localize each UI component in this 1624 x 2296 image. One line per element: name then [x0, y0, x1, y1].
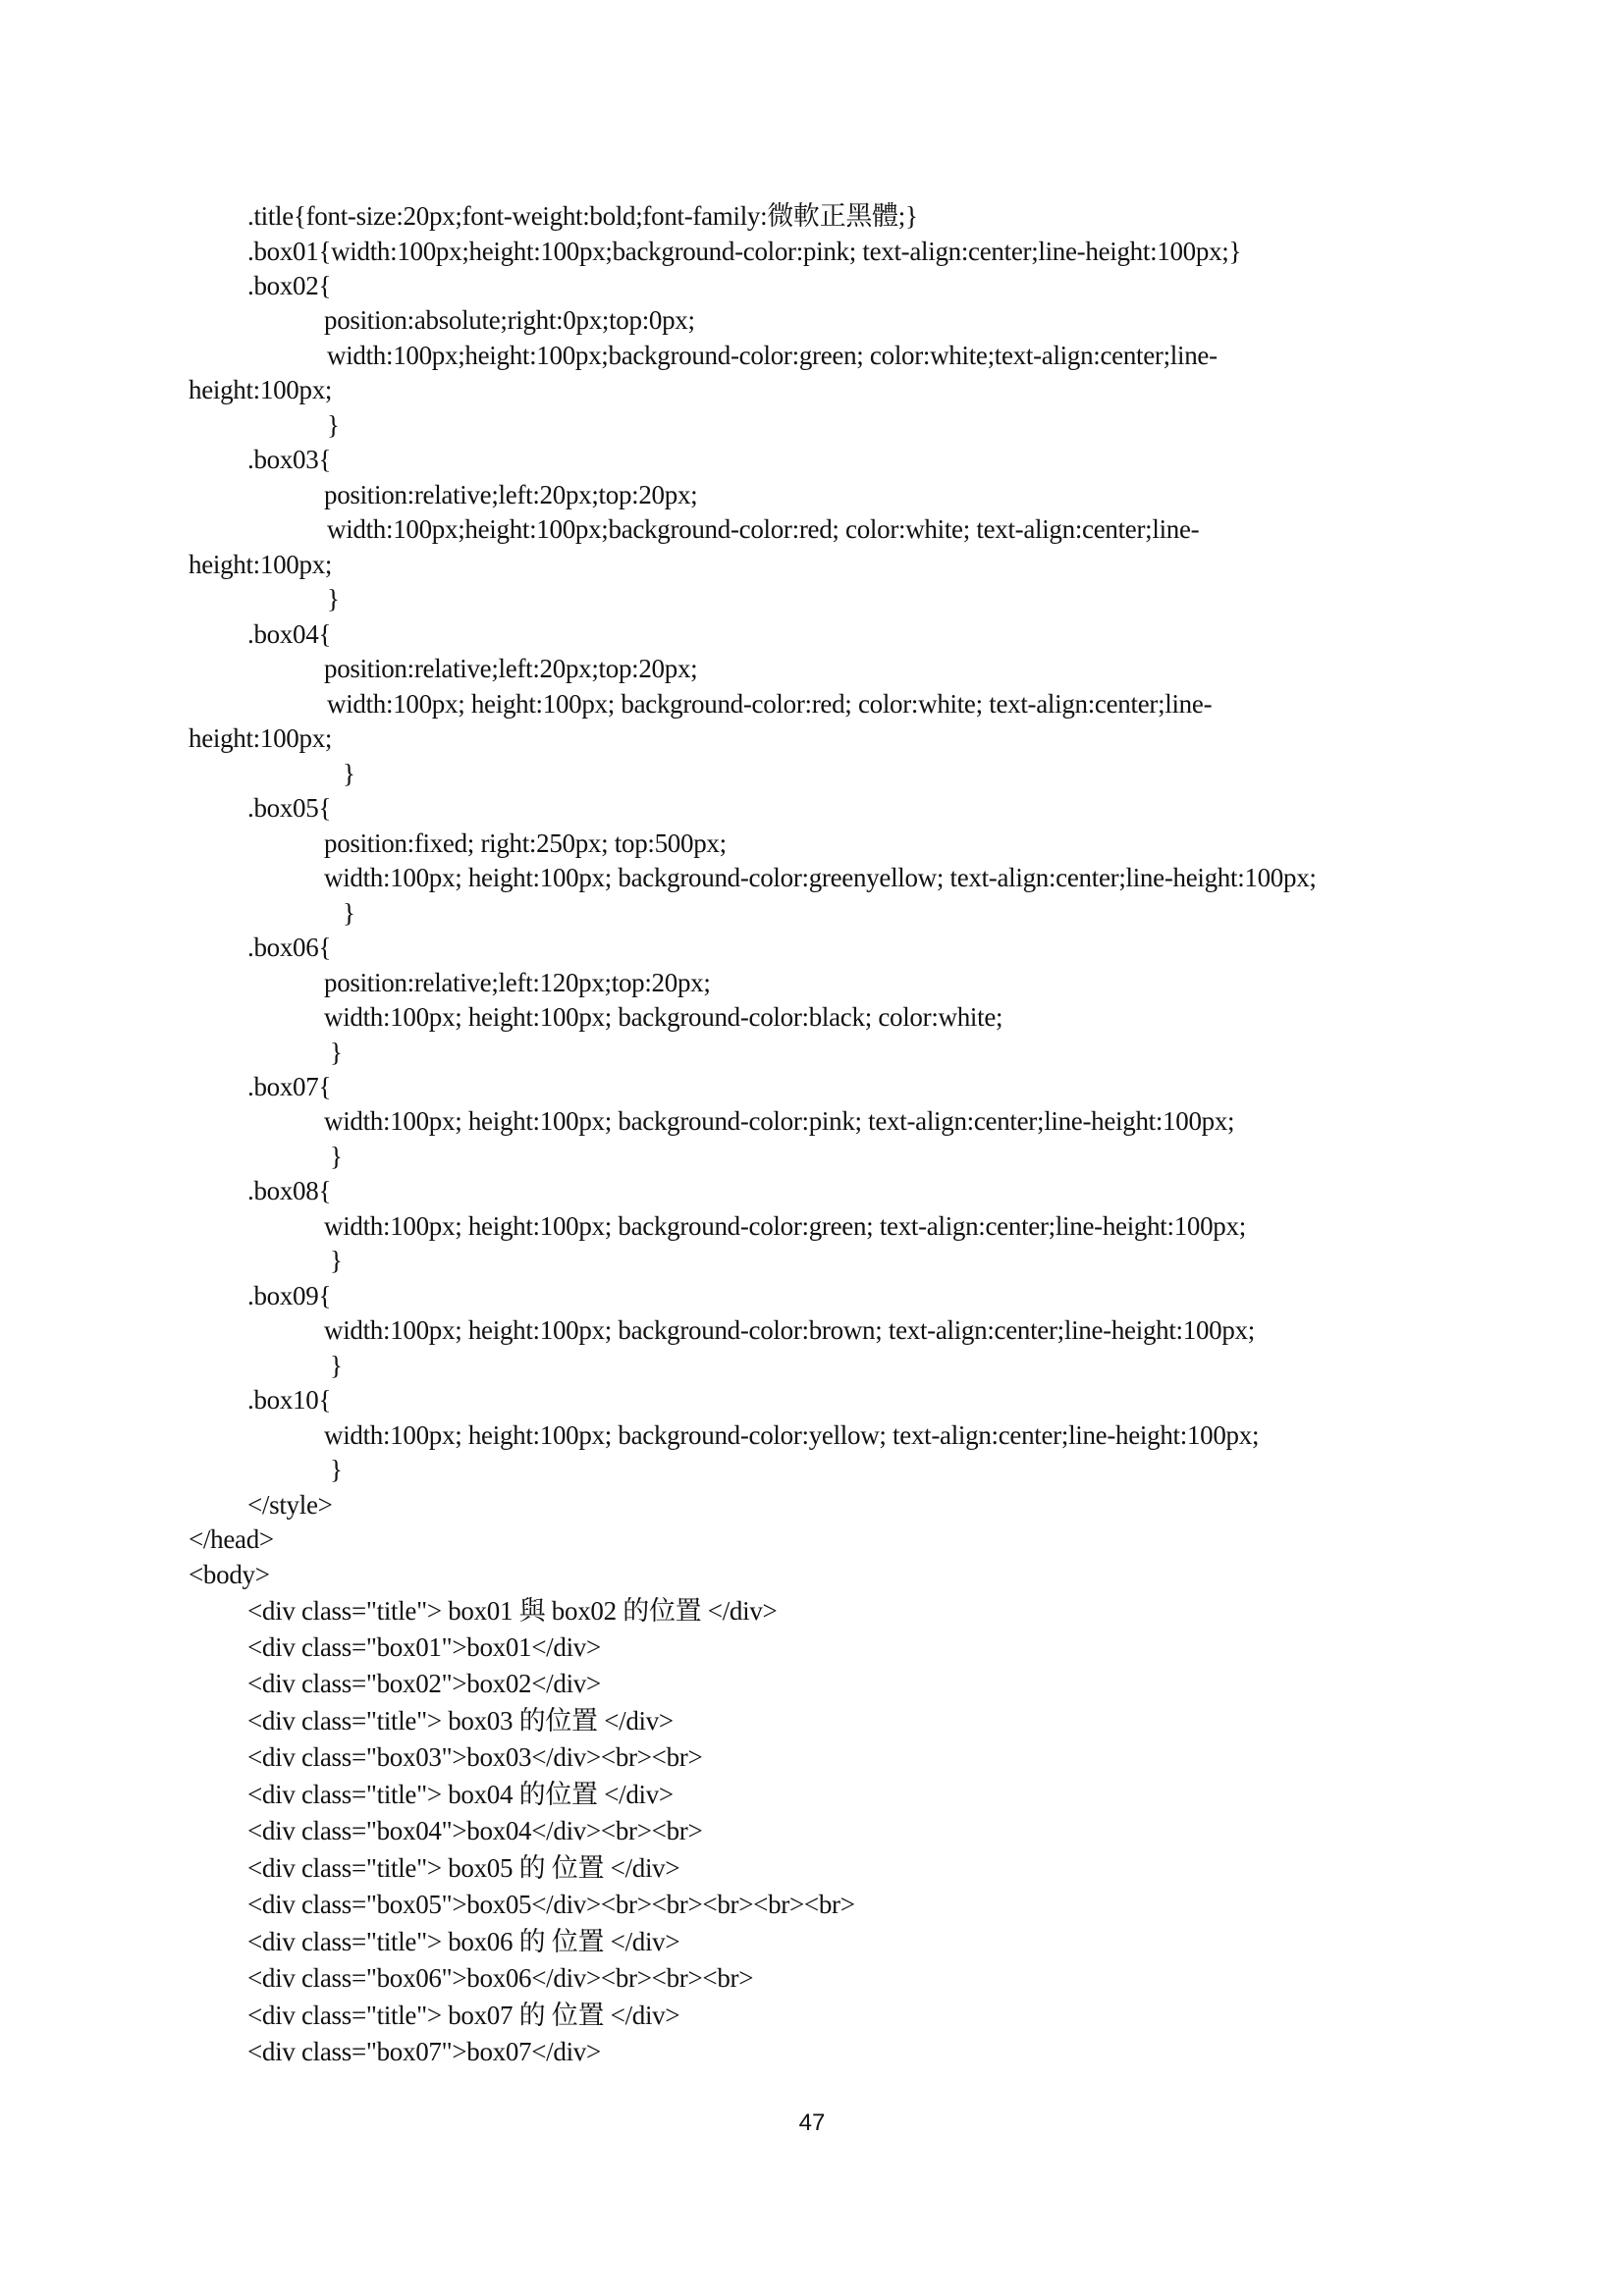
- code-line: width:100px; height:100px; background-color:pink; text-align:center;line-height:100px;: [324, 1106, 1235, 1136]
- code-line: height:100px;: [189, 375, 333, 404]
- code-line: <div class="title"> box03 的位置 </div>: [247, 1706, 674, 1735]
- code-line: <div class="title"> box01 與 box02 的位置 </div>: [247, 1596, 778, 1626]
- code-line: }: [330, 1038, 343, 1067]
- code-line: width:100px; height:100px; background-color:brown; text-align:center;line-height:100px;: [324, 1315, 1255, 1345]
- code-line: <div class="box04">box04</div><br><br>: [247, 1816, 703, 1845]
- code-line: .box06{: [247, 933, 332, 962]
- code-line: .box02{: [247, 271, 332, 300]
- code-line: .box08{: [247, 1176, 332, 1205]
- code-line: position:relative;left:20px;top:20px;: [324, 480, 698, 509]
- page-number: 47: [798, 2109, 826, 2136]
- code-line: }: [330, 1246, 343, 1275]
- code-line: <div class="box06">box06</div><br><br><br>: [247, 1963, 754, 1993]
- code-line: .box09{: [247, 1281, 332, 1310]
- code-line: position:absolute;right:0px;top:0px;: [324, 305, 695, 335]
- code-line: .box03{: [247, 445, 332, 474]
- code-line: .box04{: [247, 619, 332, 649]
- code-line: .box10{: [247, 1385, 332, 1415]
- code-line: position:relative;left:120px;top:20px;: [324, 968, 711, 997]
- code-line: .box07{: [247, 1072, 332, 1101]
- code-line: <div class="title"> box05 的 位置 </div>: [247, 1853, 680, 1883]
- code-line: }: [343, 759, 355, 788]
- code-line: <div class="title"> box04 的位置 </div>: [247, 1780, 674, 1809]
- code-line: .box05{: [247, 793, 332, 823]
- code-line: </style>: [247, 1490, 333, 1520]
- code-line: }: [327, 410, 340, 440]
- code-line: position:fixed; right:250px; top:500px;: [324, 828, 727, 858]
- code-line: }: [330, 1351, 343, 1380]
- code-line: <body>: [189, 1560, 270, 1589]
- code-line: <div class="box07">box07</div>: [247, 2037, 601, 2066]
- code-line: width:100px;height:100px;background-color:green; color:white;text-align:center;line-: [327, 341, 1218, 370]
- code-line: <div class="box02">box02</div>: [247, 1669, 601, 1698]
- code-line: width:100px; height:100px; background-color:green; text-align:center;line-height:100px;: [324, 1211, 1246, 1241]
- code-line: height:100px;: [189, 550, 333, 579]
- code-line: }: [327, 584, 340, 614]
- code-line: width:100px; height:100px; background-color:red; color:white; text-align:center;line-: [327, 689, 1213, 719]
- code-line: <div class="box01">box01</div>: [247, 1632, 601, 1662]
- code-line: <div class="title"> box06 的 位置 </div>: [247, 1927, 680, 1956]
- code-line: height:100px;: [189, 723, 333, 753]
- code-line: width:100px; height:100px; background-color:yellow; text-align:center;line-height:100px;: [324, 1420, 1260, 1450]
- code-line: }: [343, 898, 355, 928]
- code-line: }: [330, 1142, 343, 1171]
- code-line: width:100px;height:100px;background-color:red; color:white; text-align:center;line-: [327, 514, 1200, 544]
- code-line: width:100px; height:100px; background-color:black; color:white;: [324, 1002, 1003, 1032]
- code-line: <div class="box05">box05</div><br><br><br><br><br>: [247, 1890, 855, 1919]
- code-line: <div class="title"> box07 的 位置 </div>: [247, 2001, 680, 2030]
- code-line: }: [330, 1455, 343, 1484]
- code-line: </head>: [189, 1524, 274, 1554]
- code-line: width:100px; height:100px; background-color:greenyellow; text-align:center;line-height:100px;: [324, 863, 1317, 892]
- code-line: position:relative;left:20px;top:20px;: [324, 654, 698, 683]
- code-line: <div class="box03">box03</div><br><br>: [247, 1742, 703, 1772]
- code-line: .title{font-size:20px;font-weight:bold;font-family:微軟正黑體;}: [247, 201, 918, 231]
- code-line: .box01{width:100px;height:100px;background-color:pink; text-align:center;line-height:100px;}: [247, 237, 1242, 266]
